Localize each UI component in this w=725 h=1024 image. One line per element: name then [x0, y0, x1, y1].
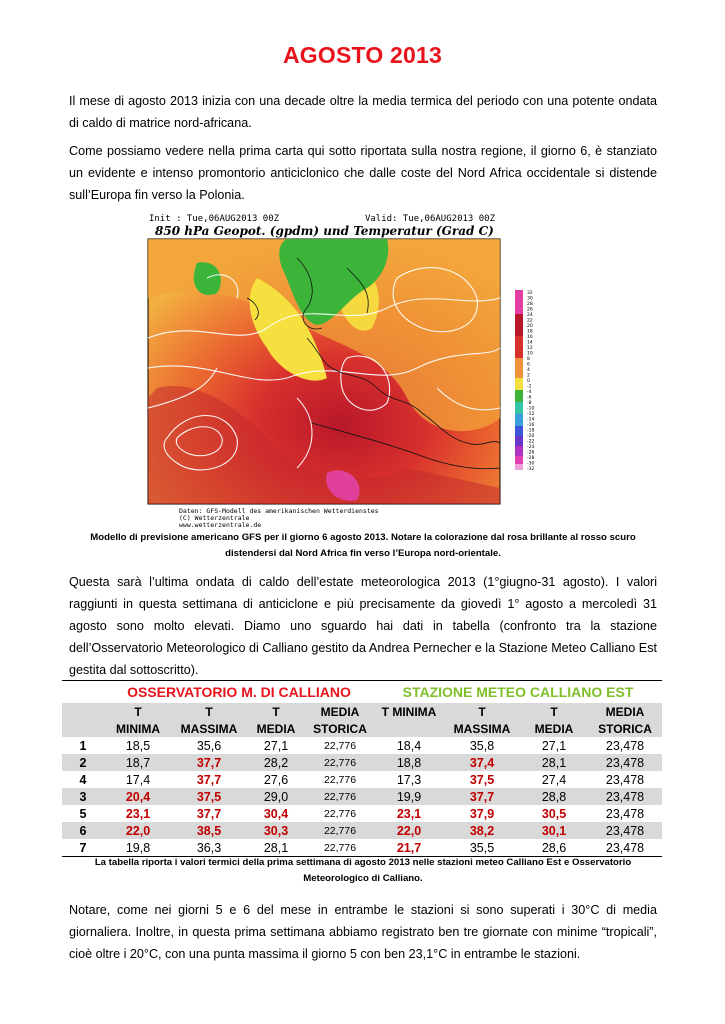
col-header: MEDIA [588, 703, 662, 720]
scale-label: 6 [527, 362, 530, 368]
value-cell: 35,6 [196, 738, 222, 753]
day-cell: 7 [62, 839, 104, 857]
day-cell: 6 [62, 822, 104, 839]
scale-label: -12 [527, 412, 535, 417]
scale-label: 2 [527, 373, 530, 379]
table-row [62, 771, 662, 788]
map-color-scale [515, 290, 523, 470]
value-cell: 37,5 [172, 788, 246, 805]
value-cell: 37,7 [444, 788, 520, 805]
scale-label: -14 [527, 417, 535, 423]
scale-label: -32 [527, 467, 535, 472]
value-cell: 30,1 [520, 822, 588, 839]
paragraph-conclusion: Notare, come nei giorni 5 e 6 del mese in entrambe le stazioni si sono superati i 30°C di media giornaliera. Inoltre, in questa prima settimana abbiamo registrato ben tre giornate con minime “tropicali”, cioè oltre i 20°C, con una punta massima il giorno 5 con ben 23,1°C in entrambe le stazioni. [69, 903, 657, 961]
value-cell: 22,776 [306, 788, 374, 805]
col-header: MASSIMA [172, 720, 246, 737]
value-cell: 28,1 [520, 754, 588, 771]
value-cell: 23,1 [125, 806, 151, 821]
value-cell: 28,6 [520, 839, 588, 857]
station-1-name: OSSERVATORIO M. DI CALLIANO [104, 681, 374, 704]
value-cell: 27,1 [541, 738, 567, 753]
value-cell: 22,776 [306, 822, 374, 839]
day-cell: 1 [79, 738, 87, 753]
value-cell: 22,776 [306, 754, 374, 771]
value-cell: 23,478 [588, 788, 662, 805]
value-cell: 18,4 [396, 738, 422, 753]
scale-label: -10 [527, 406, 535, 412]
map-init-label: Init : Tue,06AUG2013 00Z [149, 214, 280, 224]
table-row [62, 805, 662, 822]
map-graphic [147, 238, 549, 506]
scale-label: 32 [527, 291, 533, 296]
value-cell: 22,0 [104, 822, 172, 839]
col-header: MEDIA [246, 720, 306, 737]
table-row [62, 754, 662, 771]
col-header: T [172, 703, 246, 720]
table-body [62, 737, 662, 857]
value-cell: 23,1 [396, 806, 422, 821]
station-header-row [62, 681, 662, 704]
scale-label: -2 [527, 384, 532, 390]
value-cell: 20,4 [104, 788, 172, 805]
map-footer-line: Daten: GFS-Modell des amerikanischen Wetterdienstes [179, 507, 379, 515]
table-row [62, 788, 662, 805]
scale-label: -26 [527, 450, 535, 456]
value-cell: 27,1 [263, 738, 289, 753]
value-cell: 22,776 [306, 839, 374, 857]
table-caption: La tabella riporta i valori termici della prima settimana di agosto 2013 nelle stazioni meteo Calliano Est e Osservatorio Meteorologico di Calliano. [94, 857, 632, 884]
paragraph-map-description: Come possiamo vedere nella prima carta qui sotto riportata sulla nostra regione, il giorno 6, è stanziato un evidente e intenso promontorio anticiclonico che dalle coste del Nord Africa occidentale si distende sull’Europa fin verso la Polonia. [69, 144, 657, 202]
scale-label: 20 [527, 324, 533, 329]
col-header: MEDIA [306, 703, 374, 720]
value-cell: 37,7 [196, 772, 222, 787]
value-cell: 22,776 [323, 807, 357, 820]
value-cell: 23,478 [588, 822, 662, 839]
map-scale-labels [527, 290, 534, 472]
value-cell: 28,2 [246, 754, 306, 771]
value-cell: 30,3 [246, 822, 306, 839]
column-header-row-2 [62, 720, 662, 737]
day-cell: 3 [62, 788, 104, 805]
scale-label: 24 [527, 313, 533, 318]
value-cell: 38,2 [444, 822, 520, 839]
scale-label: -6 [527, 395, 532, 401]
col-header: T [246, 703, 306, 720]
value-cell: 23,478 [605, 772, 645, 787]
value-cell: 29,0 [246, 788, 306, 805]
scale-label: 0 [527, 379, 530, 384]
value-cell: 27,4 [541, 772, 567, 787]
map-footer-line: (C) Wetterzentrale [179, 514, 250, 522]
value-cell: 17,4 [125, 772, 151, 787]
value-cell: 18,5 [125, 738, 151, 753]
scale-label: -4 [527, 390, 532, 395]
value-cell: 22,776 [323, 739, 357, 752]
day-cell: 2 [62, 754, 104, 771]
scale-label: 8 [527, 357, 530, 362]
weather-map [147, 212, 549, 532]
scale-label: 18 [527, 329, 533, 335]
scale-label: -28 [527, 456, 535, 461]
col-header: T MINIMA [374, 703, 444, 720]
col-header: MASSIMA [444, 720, 520, 737]
value-cell: 37,7 [196, 806, 222, 821]
scale-label: 12 [527, 346, 533, 351]
paragraph-intro: Il mese di agosto 2013 inizia con una decade oltre la media termica del periodo con una potente ondata di caldo di matrice nord-africana. [69, 94, 657, 130]
station-2-name: STAZIONE METEO CALLIANO EST [374, 681, 662, 704]
col-header: MINIMA [104, 720, 172, 737]
value-cell: 22,776 [323, 773, 357, 786]
table-row [62, 737, 662, 754]
col-header: T [444, 703, 520, 720]
value-cell: 22,0 [374, 822, 444, 839]
col-header: STORICA [306, 720, 374, 737]
scale-label: 22 [527, 318, 533, 324]
day-cell: 5 [79, 806, 87, 821]
scale-label: -18 [527, 428, 535, 434]
map-title: 850 hPa Geopot. (gpdm) und Temperatur (Grad C) [155, 224, 494, 238]
scale-label: -30 [527, 461, 535, 467]
scale-label: -24 [527, 445, 535, 450]
scale-label: -20 [527, 434, 535, 439]
value-cell: 19,9 [374, 788, 444, 805]
col-header: T [520, 703, 588, 720]
value-cell: 38,5 [172, 822, 246, 839]
scale-label: -16 [527, 423, 535, 428]
col-header: MEDIA [520, 720, 588, 737]
paragraph-data-intro: Questa sarà l’ultima ondata di caldo dell’estate meteorologica 2013 (1°giugno-31 agosto). I valori raggiunti in questa settimana di anticiclone e più precisamente da giovedì 1° agosto a mercoledì 31 agosto sono molto elevati. Diamo uno sguardo hai dati in tabella (confronto tra la stazione dell’Osservatorio Meteorologico di Calliano gestito da Andrea Pernecher e la Stazione Meteo Calliano Est gestita dal sottoscritto). [69, 575, 657, 677]
value-cell: 28,8 [520, 788, 588, 805]
col-header: T [104, 703, 172, 720]
value-cell: 35,5 [444, 839, 520, 857]
value-cell: 36,3 [172, 839, 246, 857]
scale-label: -8 [527, 401, 532, 406]
scale-label: 10 [527, 351, 533, 357]
value-cell: 21,7 [374, 839, 444, 857]
value-cell: 37,5 [469, 772, 495, 787]
temperature-table-container [62, 680, 662, 857]
value-cell: 37,4 [444, 754, 520, 771]
value-cell: 19,8 [104, 839, 172, 857]
map-footer [179, 508, 379, 529]
scale-label: 16 [527, 335, 533, 340]
map-caption: Modello di previsione americano GFS per il giorno 6 agosto 2013. Notare la colorazione dal rosa brillante al rosso scuro distendersi dal Nord Africa fin verso l’Europa nord-orientale. [90, 532, 636, 559]
map-valid-label: Valid: Tue,06AUG2013 00Z [364, 214, 495, 224]
day-cell: 4 [79, 772, 87, 787]
value-cell: 23,478 [605, 806, 645, 821]
value-cell: 28,1 [246, 839, 306, 857]
scale-label: 28 [527, 302, 533, 307]
column-header-row-1 [62, 703, 662, 720]
value-cell: 37,7 [172, 754, 246, 771]
value-cell: 30,5 [541, 806, 567, 821]
scale-label: 30 [527, 296, 533, 302]
page-title: AGOSTO 2013 [282, 42, 442, 68]
col-header: STORICA [588, 720, 662, 737]
temperature-table [62, 680, 662, 857]
value-cell: 23,478 [605, 738, 645, 753]
value-cell: 18,8 [374, 754, 444, 771]
scale-label: -22 [527, 439, 535, 445]
value-cell: 37,9 [469, 806, 495, 821]
value-cell: 35,8 [469, 738, 495, 753]
table-row [62, 839, 662, 857]
col-header [374, 720, 444, 737]
value-cell: 27,6 [263, 772, 289, 787]
value-cell: 23,478 [588, 754, 662, 771]
scale-label: 14 [527, 340, 533, 346]
value-cell: 23,478 [588, 839, 662, 857]
scale-label: 26 [527, 307, 533, 313]
table-row [62, 822, 662, 839]
map-footer-line: www.wetterzentrale.de [179, 521, 262, 529]
value-cell: 30,4 [263, 806, 289, 821]
value-cell: 17,3 [396, 772, 422, 787]
value-cell: 18,7 [104, 754, 172, 771]
scale-label: 4 [527, 368, 530, 373]
